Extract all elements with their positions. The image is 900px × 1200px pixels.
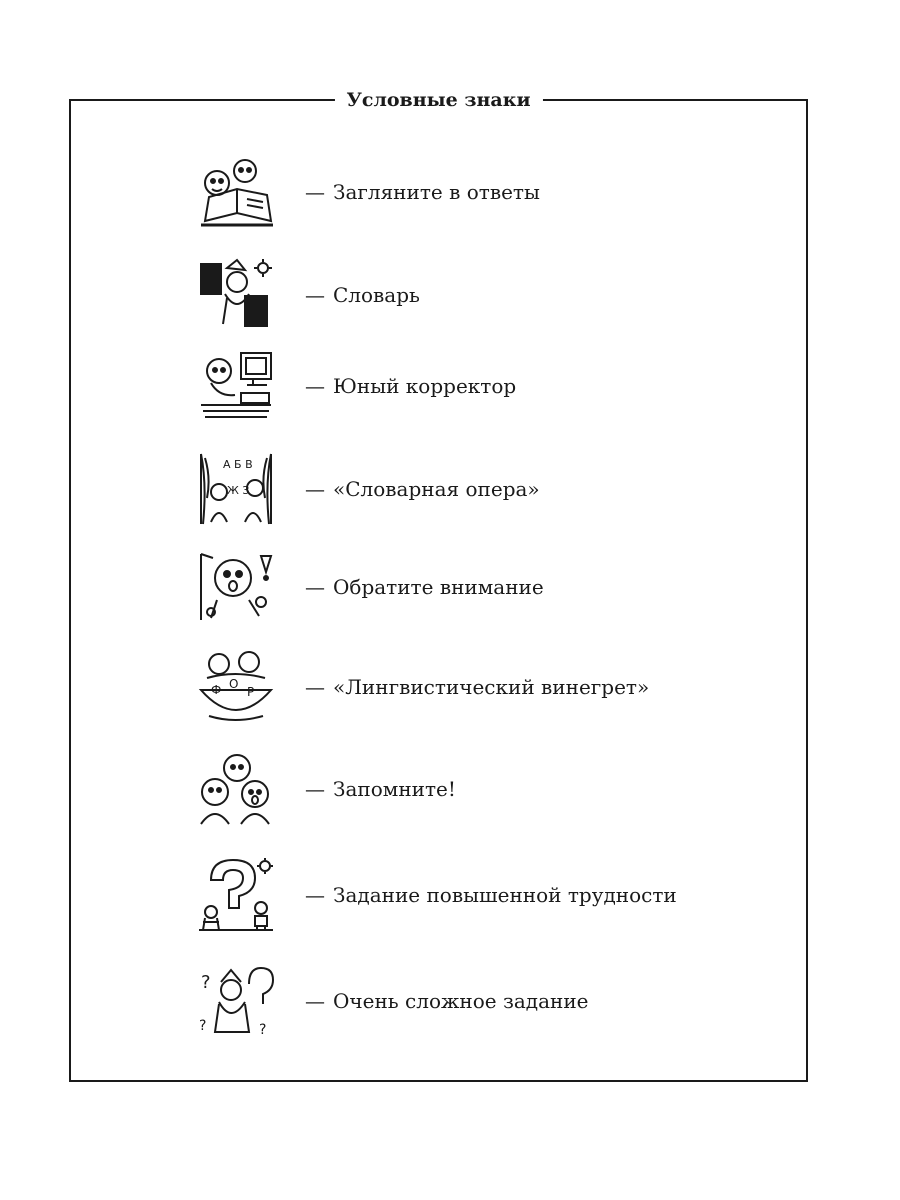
legend-item-difficult-task xyxy=(197,856,677,934)
legend-label: Словарь xyxy=(333,283,420,307)
svg-text:О: О xyxy=(229,677,239,691)
letters-in-bowl-icon xyxy=(197,650,275,724)
legend-dash: — xyxy=(305,675,325,699)
svg-text:Ж З: Ж З xyxy=(227,484,250,497)
svg-text:?: ? xyxy=(259,1022,267,1038)
three-children-icon xyxy=(197,752,275,826)
svg-text:А Б В: А Б В xyxy=(223,458,253,471)
legend-label: Юный корректор xyxy=(333,374,517,398)
legend-label: Обратите внимание xyxy=(333,575,544,599)
gnome-with-question-marks-icon xyxy=(197,964,275,1038)
stage-with-letters-icon xyxy=(197,452,275,526)
legend-item-very-hard-task xyxy=(197,962,589,1040)
legend-dash: — xyxy=(305,777,325,801)
boy-at-computer-icon xyxy=(197,349,275,423)
surprised-face-icon xyxy=(197,550,275,624)
legend-dash: — xyxy=(305,374,325,398)
legend-label: «Лингвистический винегрет» xyxy=(333,675,650,699)
svg-text:Р: Р xyxy=(247,685,255,699)
legend-item-answers xyxy=(197,153,540,231)
legend-label: Задание повышенной трудности xyxy=(333,883,677,907)
svg-text:?: ? xyxy=(201,972,211,993)
legend-dash: — xyxy=(305,180,325,204)
legend-item-attention xyxy=(197,548,544,626)
legend-item-opera xyxy=(197,450,540,528)
legend-item-vinaigrette xyxy=(197,648,649,726)
legend-item-proofreader xyxy=(197,347,516,425)
svg-text:?: ? xyxy=(199,1018,207,1034)
legend-item-remember xyxy=(197,750,456,828)
legend-label: «Словарная опера» xyxy=(333,477,540,501)
legend-label: Загляните в ответы xyxy=(333,180,540,204)
legend-dash: — xyxy=(305,883,325,907)
page-title: Условные знаки xyxy=(334,87,542,113)
children-reading-book-icon xyxy=(197,155,275,229)
legend-label: Запомните! xyxy=(333,777,456,801)
legend-item-dictionary xyxy=(197,256,420,334)
legend-dash: — xyxy=(305,989,325,1013)
legend-dash: — xyxy=(305,575,325,599)
legend-dash: — xyxy=(305,283,325,307)
question-mark-with-children-icon xyxy=(197,858,275,932)
legend-label: Очень сложное задание xyxy=(333,989,589,1013)
gnome-with-letters-icon xyxy=(197,258,275,332)
legend-frame xyxy=(69,89,808,1082)
legend-dash: — xyxy=(305,477,325,501)
svg-text:Ф: Ф xyxy=(211,683,222,697)
